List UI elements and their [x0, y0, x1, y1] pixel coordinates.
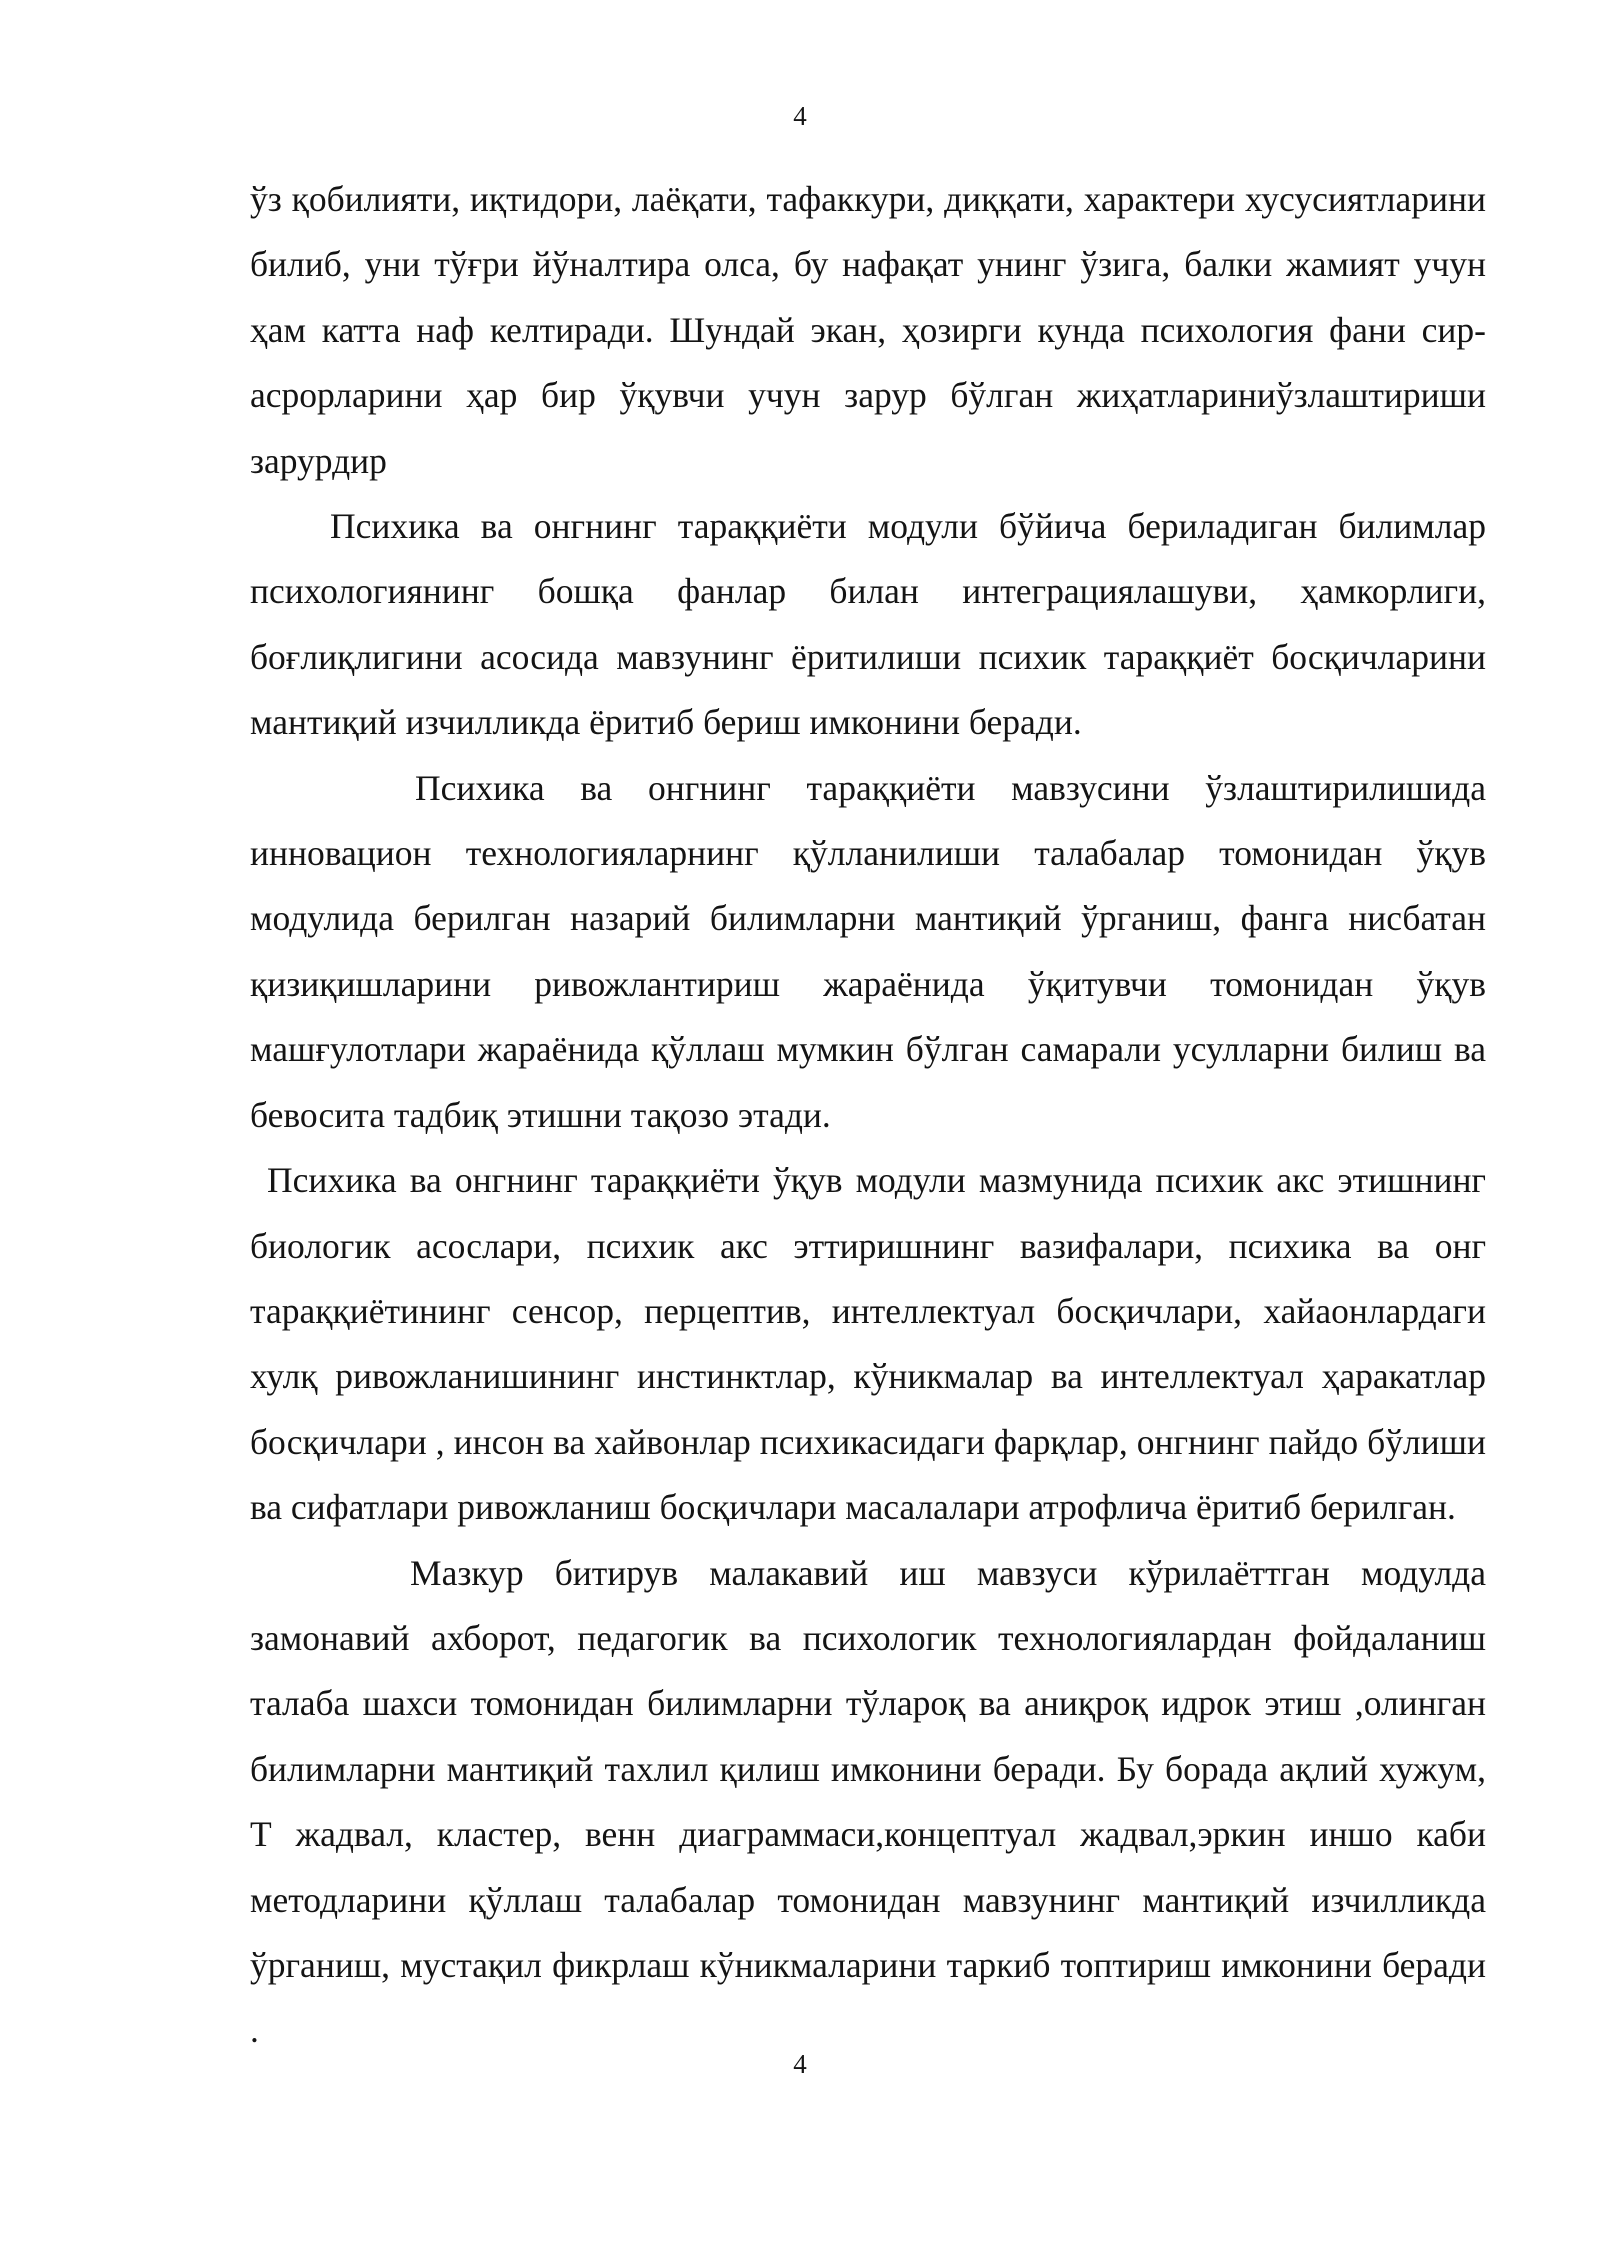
paragraph-5: Мазкур битирув малакавий иш мавзуси кўрилаёттган модулда замонавий ахборот, педагогик ва психологик технологиялардан фойдаланиш талаба шахси томонидан билимларни тўлароқ ва аниқроқ идрок этиш ,олинган билимларни мантиқий тахлил қилиш имконини беради. Бу борада ақлий хужум, Т жадвал, кластер, венн диаграммаси,концептуал жадвал,эркин иншо каби методларини қўллаш талабалар томонидан мавзунинг мантиқий изчилликда ўрганиш, мустақил фикрлаш кўникмаларини таркиб топтириш имконини беради .: [250, 1552, 1486, 2051]
page-number-top: 4: [793, 101, 807, 131]
paragraph-2: Психика ва онгнинг тараққиёти модули бўйича бериладиган билимлар психологиянинг бошқа фанлар билан интеграциялашуви, ҳамкорлиги, боғлиқлигини асосида мавзунинг ёритилиши психик тараққиёт босқичларини мантиқий изчилликда ёритиб бериш имконини беради.: [250, 506, 1486, 743]
page-number-bottom: 4: [793, 2049, 807, 2079]
paragraph-3: Психика ва онгнинг тараққиёти мавзусини ўзлаштирилишида инновацион технологияларнинг қўлланилиши талабалар томонидан ўқув модулида берилган назарий билимларни мантиқий ўрганиш, фанга нисбатан қизиқишларини ривожлантириш жараёнида ўқитувчи томонидан ўқув машғулотлари жараёнида қўллаш мумкин бўлган самарали усулларни билиш ва бевосита тадбиқ этишни тақозо этади.: [250, 767, 1486, 1135]
paragraph-1: ўз қобилияти, иқтидори, лаёқати, тафаккури, диққати, характери хусусиятларини билиб, уни тўғри йўналтира олса, бу нафақат унинг ўзига, балки жамият учун ҳам катта наф келтиради. Шундай экан, ҳозирги кунда психология фани сир-асрорларини ҳар бир ўқувчи учун зарур бўлган жиҳатлариниўзлаштириши зарурдир: [250, 179, 1486, 481]
body-text: [250, 167, 1486, 2064]
paragraph-4: Психика ва онгнинг тараққиёти ўқув модули мазмунида психик акс этишнинг биологик асослари, психик акс эттиришнинг вазифалари, психика ва онг тараққиётининг сенсор, перцептив, интеллектуал босқичлари, хайаонлардаги хулқ ривожланишининг инстинктлар, кўникмалар ва интеллектуал ҳаракатлар босқичлари , инсон ва хайвонлар психикасидаги фарқлар, онгнинг пайдо бўлиши ва сифатлари ривожланиш босқичлари масалалари атрофлича ёритиб берилган.: [250, 1160, 1486, 1528]
